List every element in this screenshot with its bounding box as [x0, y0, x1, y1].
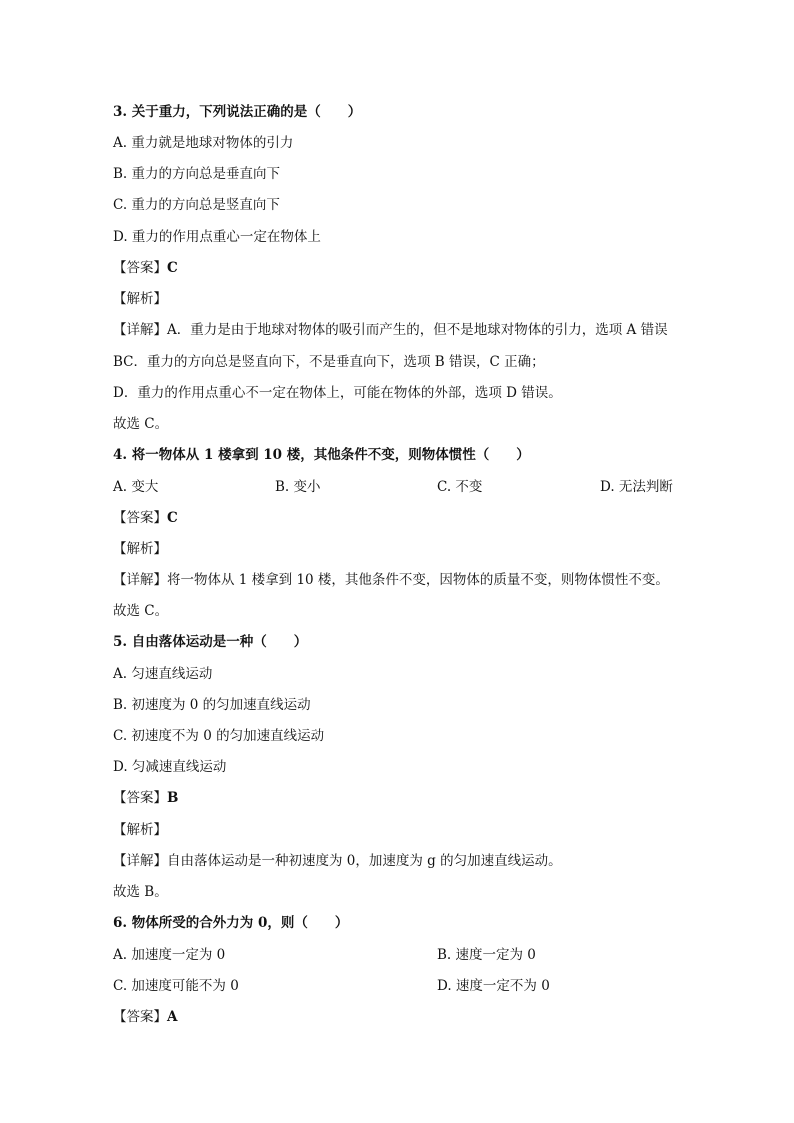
- question-3-detail-1: [113, 321, 668, 339]
- question-6-option-b: B. 速度一定为 0: [437, 947, 536, 963]
- question-5-option-d: D. 匀减速直线运动: [113, 759, 227, 775]
- answer-value: C: [167, 510, 178, 526]
- answer-value: B: [167, 790, 179, 806]
- question-4-analysis-label: 【解析】: [113, 541, 167, 557]
- detail-text: 将一物体从 1 楼拿到 10 楼，其他条件不变，因物体的质量不变，则物体惯性不变。: [167, 572, 669, 588]
- detail-text: 自由落体运动是一种初速度为 0，加速度为 g 的匀加速直线运动。: [167, 853, 562, 869]
- question-3-option-c: C. 重力的方向总是竖直向下: [113, 197, 280, 213]
- question-5-option-c: C. 初速度不为 0 的匀加速直线运动: [113, 728, 325, 744]
- question-5-conclusion: 故选 B。: [113, 884, 168, 900]
- question-3-option-b: B. 重力的方向总是垂直向下: [113, 166, 281, 182]
- question-6-option-d: D. 速度一定不为 0: [437, 978, 550, 994]
- question-5-option-a: A. 匀速直线运动: [113, 666, 213, 682]
- question-3-option-a: A. 重力就是地球对物体的引力: [113, 135, 294, 151]
- question-4-option-c: C. 不变: [437, 479, 483, 495]
- question-3-detail-3: D．重力的作用点重心不一定在物体上，可能在物体的外部，选项 D 错误。: [113, 385, 562, 401]
- detail-label: 【详解】: [113, 572, 167, 588]
- question-3-answer: [113, 259, 178, 277]
- question-4-option-b: B. 变小: [275, 479, 321, 495]
- question-3-conclusion: 故选 C。: [113, 416, 169, 432]
- question-3-analysis-label: 【解析】: [113, 291, 167, 307]
- detail-label: 【详解】: [113, 322, 167, 338]
- question-6-answer: [113, 1008, 177, 1026]
- answer-label: 【答案】: [113, 510, 167, 526]
- question-4-stem: 4. 将一物体从 1 楼拿到 10 楼，其他条件不变，则物体惯性（ ）: [113, 447, 530, 463]
- question-6-stem: 6. 物体所受的合外力为 0，则（ ）: [113, 915, 349, 931]
- answer-value: C: [167, 260, 178, 276]
- answer-value: A: [167, 1009, 178, 1025]
- question-3-option-d: D. 重力的作用点重心一定在物体上: [113, 229, 321, 245]
- question-5-detail: [113, 852, 562, 870]
- answer-label: 【答案】: [113, 1009, 167, 1025]
- detail-label: 【详解】: [113, 853, 167, 869]
- question-4-detail: [113, 571, 669, 589]
- question-4-option-d: D. 无法判断: [600, 479, 673, 495]
- detail-text: A．重力是由于地球对物体的吸引而产生的，但不是地球对物体的引力，选项 A 错误: [167, 322, 668, 338]
- question-4-conclusion: 故选 C。: [113, 603, 169, 619]
- answer-label: 【答案】: [113, 790, 167, 806]
- question-4-option-a: A. 变大: [113, 479, 159, 495]
- question-3-stem: 3. 关于重力，下列说法正确的是（ ）: [113, 104, 362, 120]
- question-5-option-b: B. 初速度为 0 的匀加速直线运动: [113, 697, 311, 713]
- question-3-detail-2: BC．重力的方向总是竖直向下，不是垂直向下，选项 B 错误，C 正确；: [113, 354, 545, 370]
- answer-label: 【答案】: [113, 260, 167, 276]
- question-5-analysis-label: 【解析】: [113, 822, 167, 838]
- question-4-answer: [113, 509, 178, 527]
- question-5-answer: [113, 789, 178, 807]
- question-5-stem: 5. 自由落体运动是一种（ ）: [113, 634, 308, 650]
- question-6-option-c: C. 加速度可能不为 0: [113, 978, 239, 994]
- question-6-option-a: A. 加速度一定为 0: [113, 947, 226, 963]
